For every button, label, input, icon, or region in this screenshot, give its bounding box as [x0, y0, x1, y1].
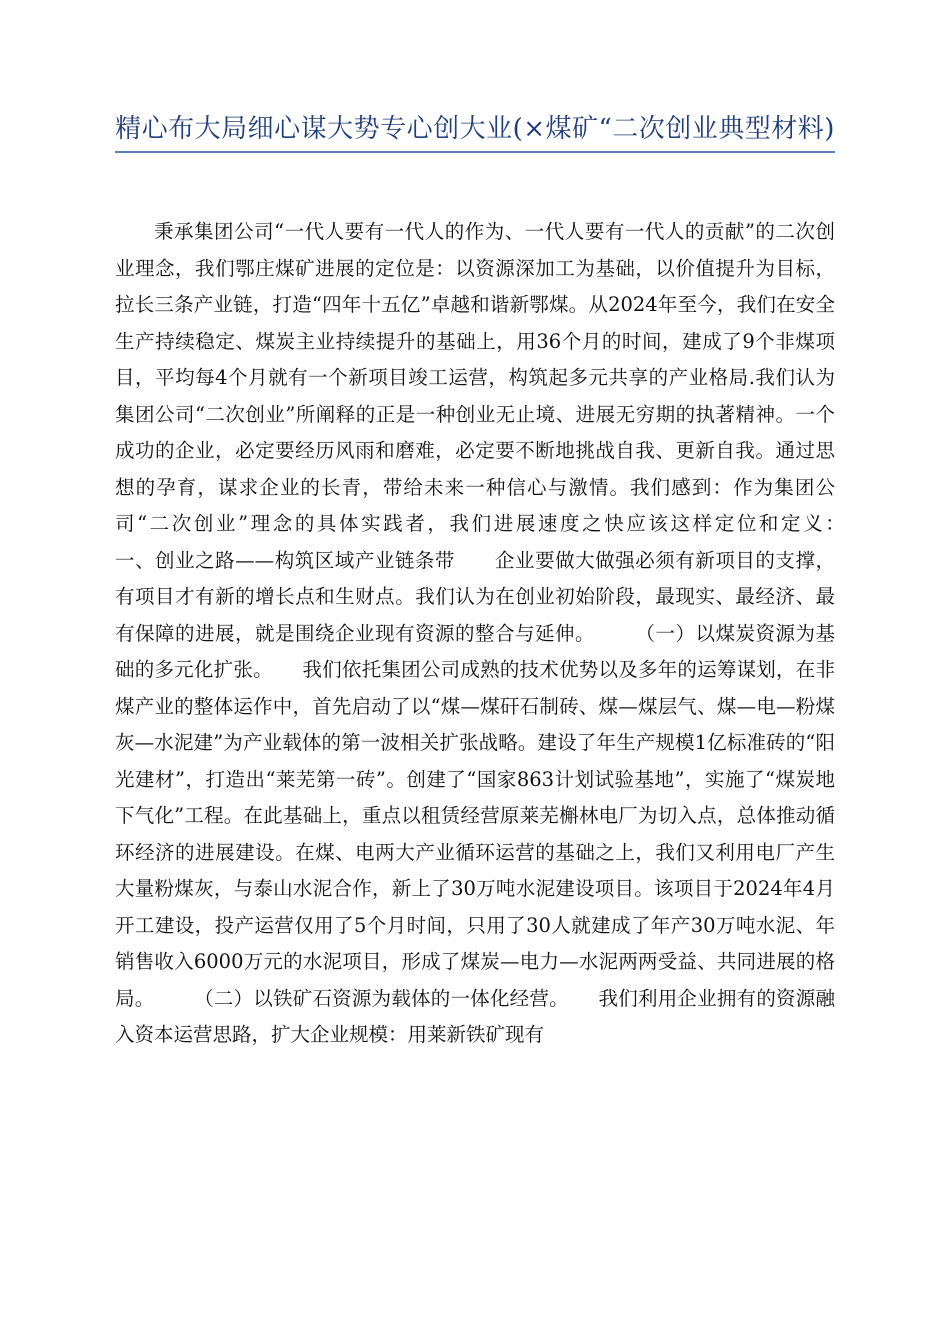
document-body	[115, 214, 894, 1054]
title-block	[115, 112, 835, 153]
document-title: 精心布大局细心谋大势专心创大业(×煤矿“二次创业典型材料)	[115, 114, 835, 144]
body-paragraph: 秉承集团公司“一代人要有一代人的作为、一代人要有一代人的贡献”的二次创业理念，我们鄂庄煤矿进展的定位是：以资源深加工为基础，以价值提升为目标，拉长三条产业链，打造“四年十五亿”卓越和谐新鄂煤。从2024年至今，我们在安全生产持续稳定、煤炭主业持续提升的基础上，用36个月的时间，建成了9个非煤项目，平均每4个月就有一个新项目竣工运营，构筑起多元共享的产业格局.我们认为集团公司“二次创业”所阐释的正是一种创业无止境、进展无穷期的执著精神。一个成功的企业，必定要经历风雨和磨难，必定要不断地挑战自我、更新自我。通过思想的孕育，谋求企业的长青，带给未来一种信心与激情。我们感到：作为集团公司“二次创业”理念的具体实践者，我们进展速度之快应该这样定位和定义： 一、创业之路——构筑区域产业链条带 企业要做大做强必须有新项目的支撑，有项目才有新的增长点和生财点。我们认为在创业初始阶段，最现实、最经济、最有保障的进展，就是围绕企业现有资源的整合与延伸。 （一）以煤炭资源为基础的多元化扩张。 我们依托集团公司成熟的技术优势以及多年的运筹谋划，在非煤产业的整体运作中，首先启动了以“煤—煤矸石制砖、煤—煤层气、煤—电—粉煤灰—水泥建”为产业载体的第一波相关扩张战略。建设了年生产规模1亿标准砖的“阳光建材”，打造出“莱芜第一砖”。创建了“国家863计划试验基地”，实施了“煤炭地下气化”工程。在此基础上，重点以租赁经营原莱芜槲林电厂为切入点，总体推动循环经济的进展建设。在煤、电两大产业循环运营的基础之上，我们又利用电厂产生大量粉煤灰，与泰山水泥合作，新上了30万吨水泥建设项目。该项目于2024年4月开工建设，投产运营仅用了5个月时间，只用了30人就建成了年产30万吨水泥、年销售收入6000万元的水泥项目，形成了煤炭—电力—水泥两两受益、共同进展的格局。 （二）以铁矿石资源为载体的一体化经营。 我们利用企业拥有的资源融入资本运营思路，扩大企业规模：用莱新铁矿现有	[115, 220, 894, 1046]
